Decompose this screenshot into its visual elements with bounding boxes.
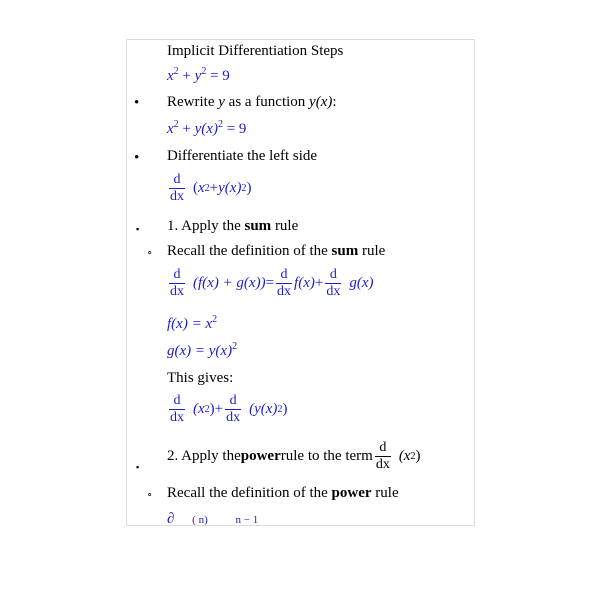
g-definition: $g(x) = y(x)^2$ [167, 341, 238, 359]
sum-rule-definition: $\frac{d}{dx}$ (f(x) + g(x)) = $\frac{d}{dx}$ f(x) + $\frac{d}{dx}$ g(x) [170, 267, 374, 299]
bullet-icon: • [134, 95, 140, 111]
circle-bullet-icon: ∘ [147, 489, 153, 501]
step-differentiate: Differentiate the left side [167, 148, 318, 164]
step-rewrite: Rewrite y as a function y(x): [167, 94, 337, 110]
sum-rule-heading: 1. Apply the sum rule [167, 218, 299, 234]
original-equation: $x^2 + y^2 = 9$ [167, 66, 230, 84]
sum-rule-recall: Recall the definition of the sum rule [167, 243, 386, 259]
power-rule-recall: Recall the definition of the power rule [167, 485, 399, 501]
sum-rule-result: $\frac{d}{dx}$ (x 2 ) + $\frac{d}{dx}$ (y(x) 2 ) [170, 393, 288, 425]
small-bullet-icon: ▪ [136, 462, 140, 472]
document-panel [126, 39, 475, 526]
this-gives-label: This gives: [167, 370, 234, 386]
circle-bullet-icon: ∘ [147, 247, 153, 259]
rewritten-equation: $x^2 + y(x)^2 = 9$ [167, 119, 247, 137]
f-definition: $f(x) = x^2$ [167, 314, 218, 332]
derivative-expression: $\frac{d}{dx}$ ( x 2 + y(x) 2 ) [170, 172, 252, 204]
small-bullet-icon: ▪ [136, 224, 140, 234]
power-rule-definition-cutoff: ∂ ( n) n − 1 [167, 511, 259, 526]
page-title: Implicit Differentiation Steps [167, 43, 344, 59]
bullet-icon: • [134, 150, 140, 166]
power-rule-heading: 2. Apply the power rule to the term $\frac{d}{dx}$ (x 2 ) [167, 440, 421, 472]
